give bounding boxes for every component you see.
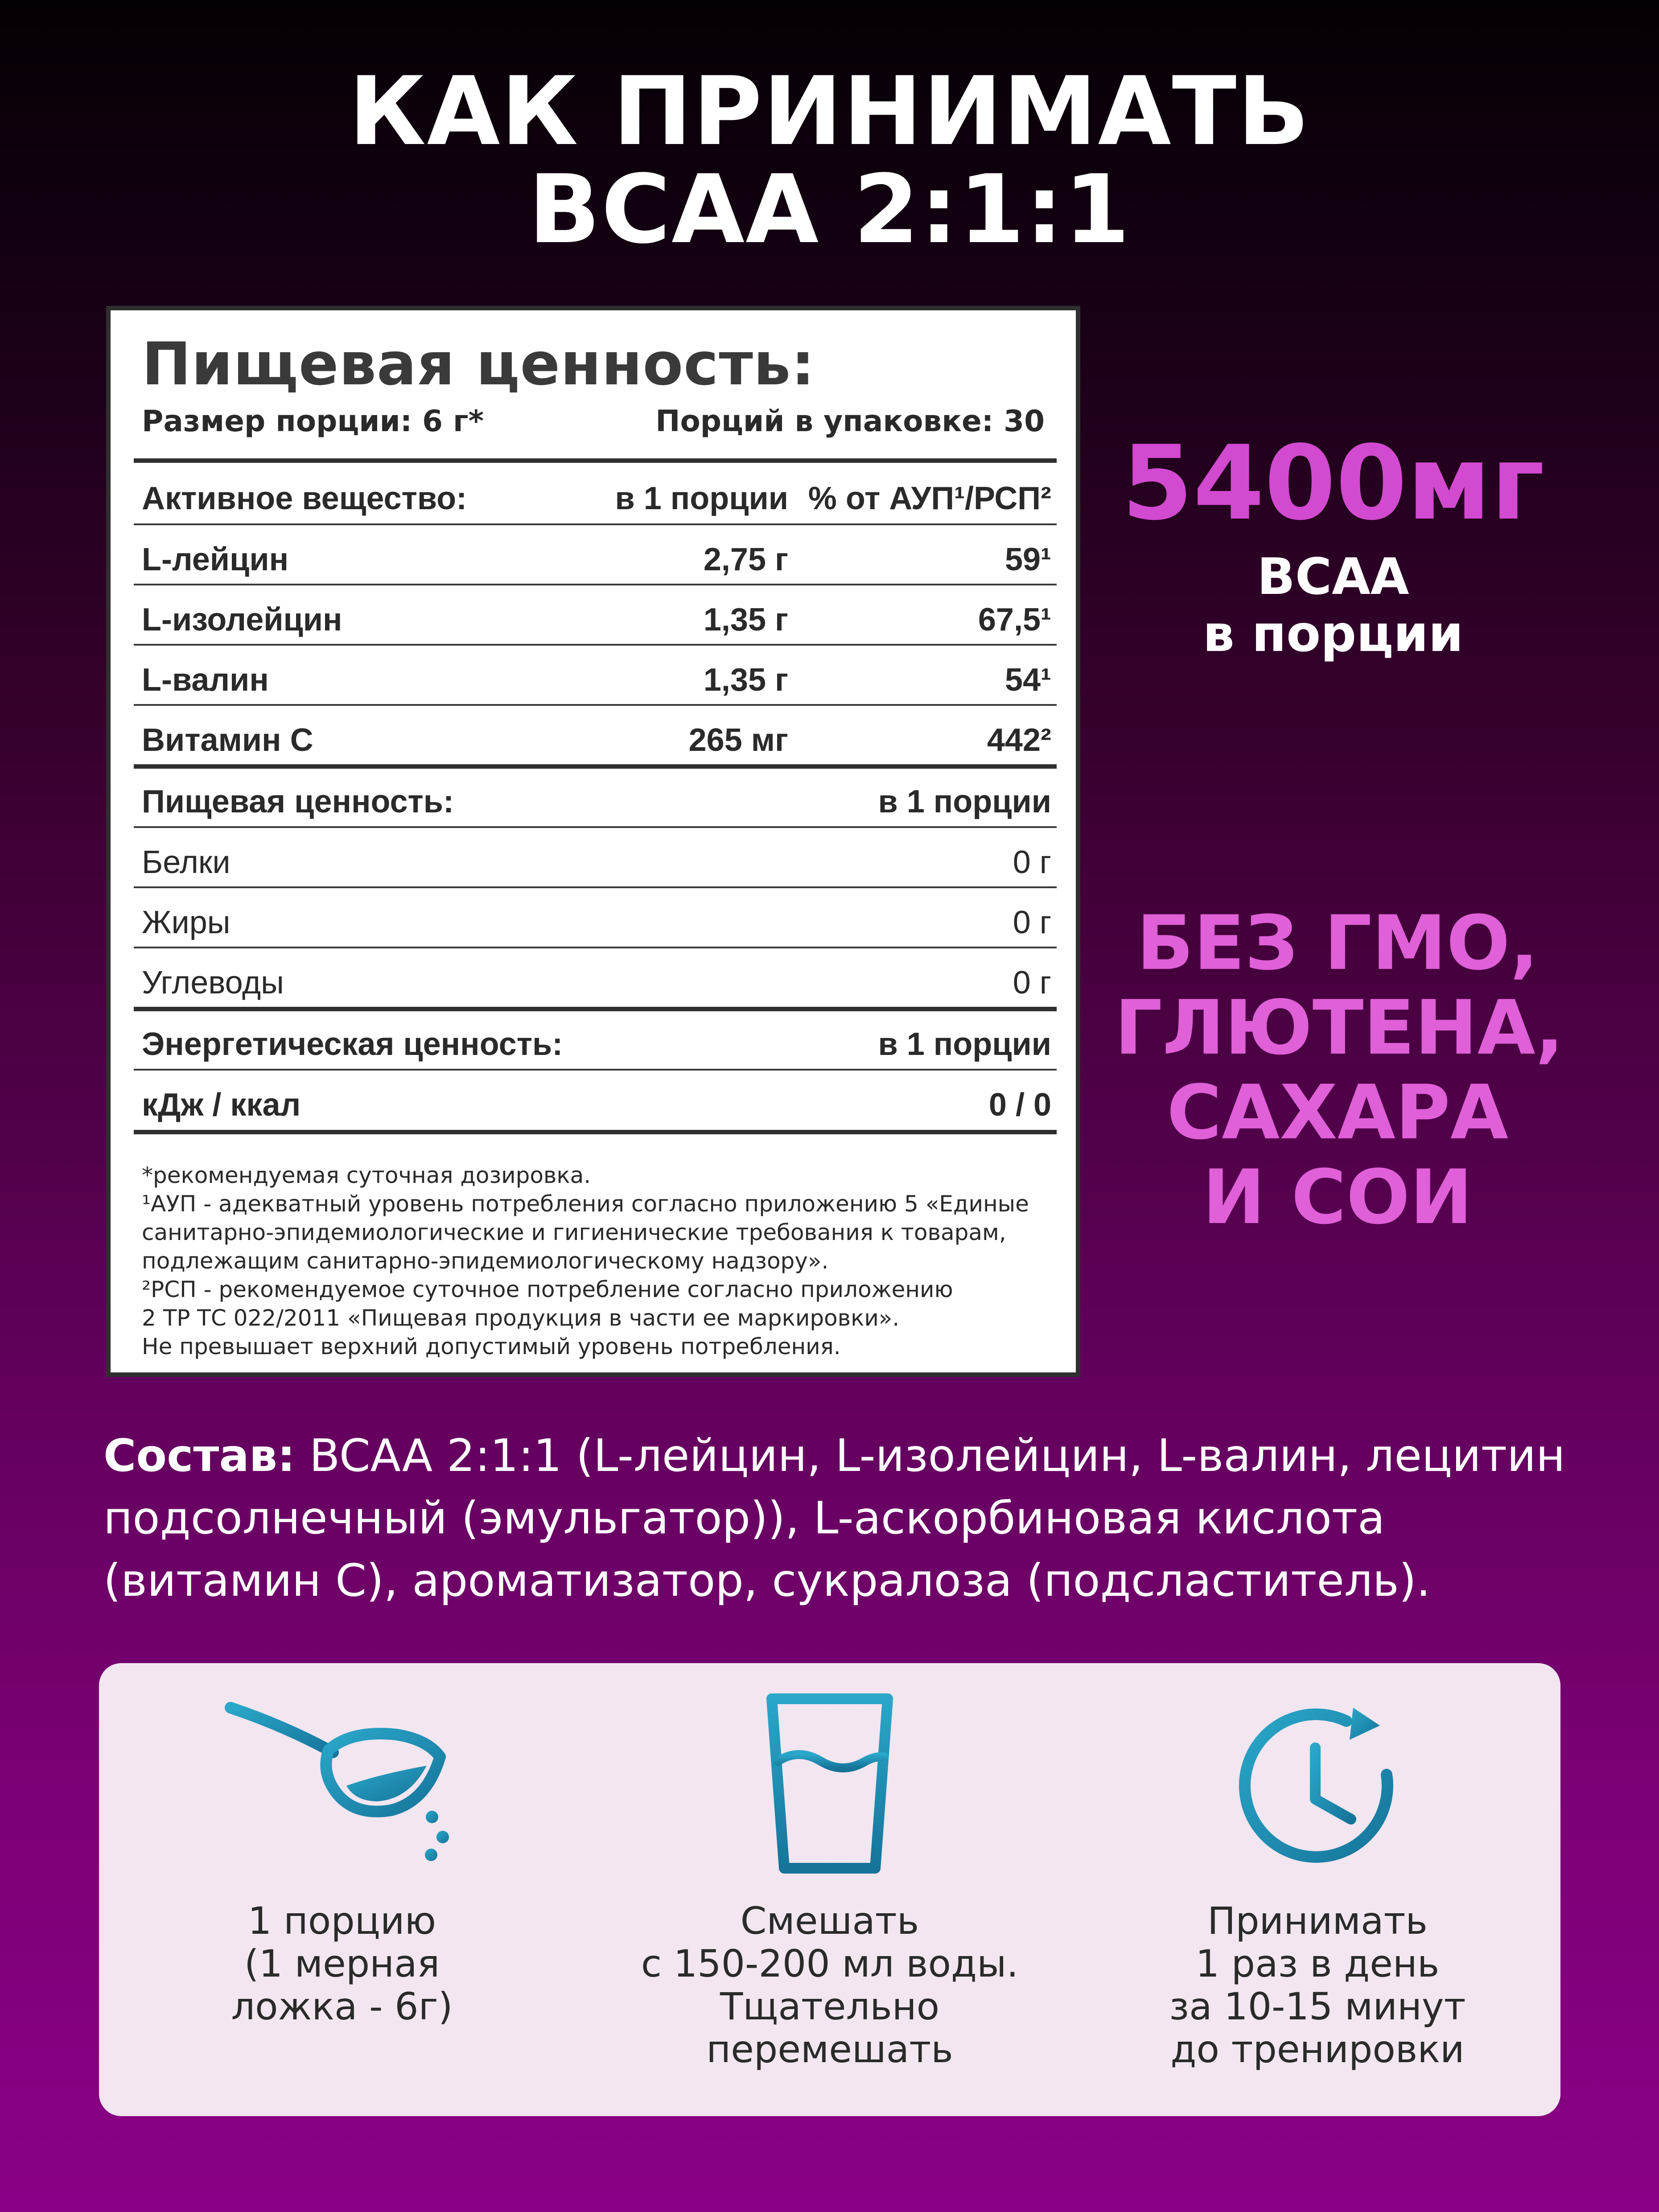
scoop-icon [217, 1690, 467, 1879]
free-from-line: БЕЗ ГМО, [1136, 899, 1539, 987]
energy-header-row [142, 1010, 1051, 1068]
table-row [142, 585, 1051, 643]
usage-step-line: ложка - 6г) [231, 1985, 453, 2028]
free-from-line: И СОИ [1202, 1153, 1473, 1241]
nutrient-amount: 0 г [1013, 905, 1051, 940]
composition-label: Состав: [103, 1429, 296, 1482]
free-from-line: ГЛЮТЕНА, [1115, 984, 1564, 1071]
footnote: подлежащим санитарно-эпидемиологическому надзору». [142, 1248, 829, 1274]
substance-name: L-лейцин [142, 542, 289, 577]
usage-step-line: с 150-200 мл воды. [641, 1942, 1019, 1985]
table-row [142, 525, 1051, 583]
usage-step-line: Смешать [740, 1899, 919, 1943]
footnote: ²РСП - рекомендуемое суточное потребление согласно приложению [142, 1277, 953, 1302]
footnotes [142, 1161, 1069, 1361]
composition [103, 1425, 1575, 1612]
table-row [142, 706, 1051, 764]
footnote: 2 ТР ТС 022/2011 «Пищевая продукция в части ее маркировки». [142, 1305, 900, 1331]
nutrition-heading: Пищевая ценность: [142, 330, 815, 399]
usage-step-line: перемешать [706, 2027, 953, 2071]
table-header-row [142, 464, 1051, 522]
usage-card [99, 1663, 1560, 2116]
usage-step-line: за 10-15 минут [1169, 1985, 1466, 2028]
substance-percent: 54¹ [1004, 662, 1051, 698]
divider [134, 458, 1057, 463]
value-header-per-serving: в 1 порции [878, 784, 1051, 820]
usage-step [99, 1663, 585, 2116]
substance-amount: 265 мг [688, 722, 788, 758]
bcaa-caption [1128, 548, 1538, 663]
nutrient-name: Жиры [142, 905, 231, 940]
energy-unit: кДж / ккал [142, 1087, 301, 1123]
title-line-2: BCAA 2:1:1 [528, 154, 1131, 264]
usage-step-text [1074, 1899, 1560, 2071]
header-percent: % от АУП¹/РСП² [808, 481, 1051, 516]
value-header-row [142, 767, 1051, 825]
substance-name: L-изолейцин [142, 602, 342, 638]
table-row [142, 1071, 1051, 1129]
energy-header-label: Энергетическая ценность: [142, 1026, 563, 1062]
substance-name: Витамин С [142, 722, 313, 758]
servings-per-pack: Порций в упаковке: 30 [655, 404, 1045, 438]
divider [134, 1130, 1057, 1134]
footnote: *рекомендуемая суточная дозировка. [142, 1162, 591, 1188]
bcaa-caption-line-2: в порции [1202, 605, 1464, 663]
composition-line: BCAA 2:1:1 (L-лейцин, L-изолейцин, L-валин, лецитин [295, 1429, 1565, 1482]
footnote: ¹АУП - адекватный уровень потребления согласно приложению 5 «Единые [142, 1191, 1029, 1217]
free-from-claims [1115, 899, 1564, 1241]
serving-size: Размер порции: 6 г* [142, 404, 484, 438]
clock-icon [1233, 1690, 1402, 1879]
nutrition-panel [106, 306, 1080, 1377]
table-row [142, 888, 1051, 946]
usage-step-line: 1 порцию [247, 1899, 436, 1943]
usage-step-line: (1 мерная [244, 1942, 440, 1985]
table-row [142, 828, 1051, 886]
nutrient-name: Белки [142, 844, 231, 880]
energy-header-per-serving: в 1 порции [878, 1026, 1051, 1062]
usage-step-line: до тренировки [1170, 2027, 1465, 2071]
composition-line: подсолнечный (эмульгатор)), L-аскорбиновая кислота [103, 1492, 1385, 1544]
header-substance: Активное вещество: [142, 481, 467, 516]
free-from-line: САХАРА [1166, 1069, 1508, 1156]
substance-percent: 59¹ [1004, 542, 1051, 577]
usage-step-line: Тщательно [720, 1985, 940, 2028]
title-line-1: КАК ПРИНИМАТЬ [349, 56, 1310, 166]
usage-step [1074, 1663, 1560, 2116]
footnote: санитарно-эпидемиологические и гигиенические требования к товарам, [142, 1219, 1006, 1245]
composition-line: (витамин С), ароматизатор, сукралоза (подсластитель). [103, 1554, 1431, 1606]
table-row [142, 948, 1051, 1006]
usage-step-line: 1 раз в день [1195, 1942, 1440, 1985]
usage-step-line: Принимать [1207, 1899, 1428, 1943]
usage-step [587, 1663, 1073, 2116]
usage-step-text [587, 1899, 1073, 2071]
substance-amount: 1,35 г [703, 602, 788, 638]
bcaa-amount: 5400мг [1121, 424, 1545, 543]
footnote: Не превышает верхний допустимый уровень потребления. [142, 1334, 841, 1359]
glass-of-water-icon [758, 1690, 901, 1879]
substance-name: L-валин [142, 662, 269, 698]
value-header-label: Пищевая ценность: [142, 784, 454, 820]
energy-value: 0 / 0 [988, 1087, 1051, 1123]
nutrient-amount: 0 г [1013, 844, 1051, 880]
nutrient-name: Углеводы [142, 965, 284, 1001]
substance-percent: 442² [987, 722, 1051, 758]
bcaa-caption-line-1: BCAA [1257, 548, 1409, 606]
substance-amount: 2,75 г [703, 542, 788, 577]
table-row [142, 646, 1051, 704]
substance-amount: 1,35 г [703, 662, 788, 698]
header-per-serving: в 1 порции [615, 481, 788, 516]
substance-percent: 67,5¹ [978, 602, 1051, 638]
usage-step-text [99, 1899, 585, 2028]
nutrient-amount: 0 г [1013, 965, 1051, 1001]
page-title [0, 56, 1659, 264]
